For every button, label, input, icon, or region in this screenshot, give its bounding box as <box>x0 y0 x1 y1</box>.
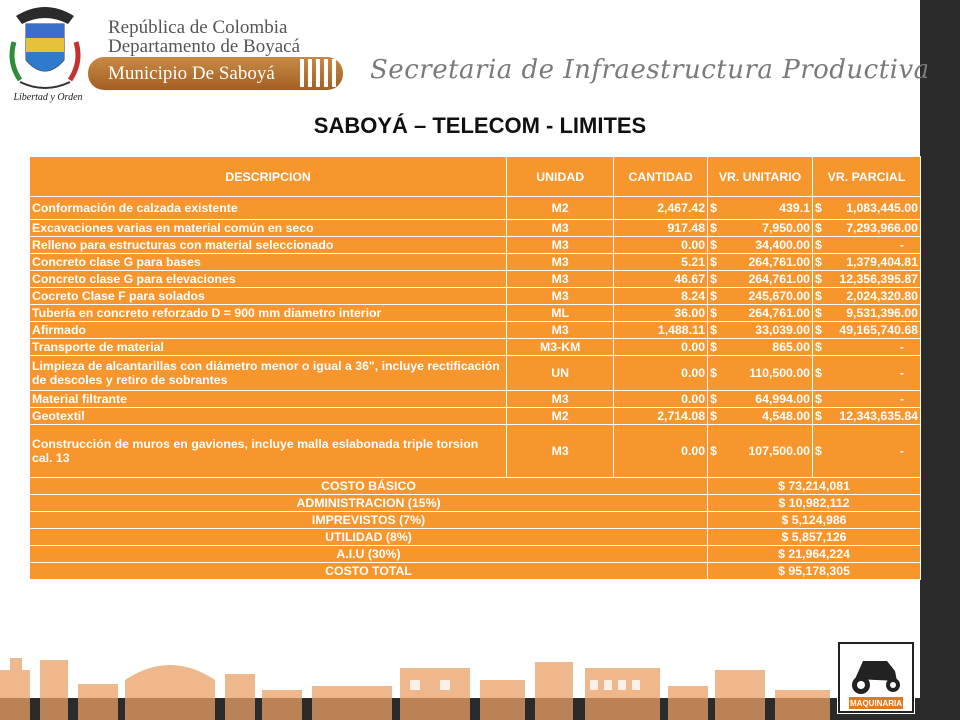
header-cantidad: CANTIDAD <box>614 157 708 197</box>
slide-shadow <box>920 0 960 720</box>
summary-value: $ 95,178,305 <box>708 563 921 580</box>
table-row <box>30 237 921 254</box>
cell-unidad: M3 <box>507 271 614 288</box>
cell-descripcion: Excavaciones varias en material común en seco <box>30 220 507 237</box>
currency-symbol: $ <box>710 392 717 406</box>
cell-cantidad: 0.00 <box>614 391 708 408</box>
cell-unidad: M2 <box>507 408 614 425</box>
cell-vr-parcial <box>813 356 921 391</box>
partial-value: 12,343,635.84 <box>839 409 918 423</box>
cell-vr-parcial <box>813 254 921 271</box>
summary-value: $ 21,964,224 <box>708 546 921 563</box>
currency-symbol: $ <box>815 306 822 320</box>
cell-unidad: M3 <box>507 425 614 478</box>
currency-symbol: $ <box>815 201 822 215</box>
summary-row <box>30 512 921 529</box>
cell-cantidad: 0.00 <box>614 425 708 478</box>
summary-row <box>30 563 921 580</box>
header-vr-unitario: VR. UNITARIO <box>708 157 813 197</box>
table-row <box>30 322 921 339</box>
table-row <box>30 254 921 271</box>
cell-descripcion: Concreto clase G para elevaciones <box>30 271 507 288</box>
cell-vr-unitario <box>708 305 813 322</box>
cell-vr-unitario <box>708 356 813 391</box>
partial-value: - <box>899 392 904 406</box>
currency-symbol: $ <box>710 289 717 303</box>
government-line-2: Departamento de Boyacá <box>108 36 301 57</box>
table-row <box>30 425 921 478</box>
unit-value: 4,548.00 <box>762 409 810 423</box>
currency-symbol: $ <box>815 221 822 235</box>
currency-symbol: $ <box>710 366 717 380</box>
cell-descripcion: Transporte de material <box>30 339 507 356</box>
table-header-row <box>30 157 921 197</box>
cell-vr-parcial <box>813 391 921 408</box>
partial-value: 2,024,320.80 <box>846 289 918 303</box>
cell-vr-unitario <box>708 237 813 254</box>
cell-unidad: M3 <box>507 220 614 237</box>
unit-value: 64,994.00 <box>755 392 810 406</box>
partial-value: 1,083,445.00 <box>846 201 918 215</box>
summary-row <box>30 529 921 546</box>
cell-vr-unitario <box>708 254 813 271</box>
partial-value: - <box>899 340 904 354</box>
crest-motto: Libertad y Orden <box>13 92 83 103</box>
partial-value: 7,293,966.00 <box>846 221 918 235</box>
municipality-name: Municipio De Saboyá <box>108 63 275 84</box>
cell-descripcion: Afirmado <box>30 322 507 339</box>
cell-cantidad: 36.00 <box>614 305 708 322</box>
cell-vr-unitario <box>708 408 813 425</box>
currency-symbol: $ <box>815 444 822 458</box>
summary-label: UTILIDAD (8%) <box>30 529 708 546</box>
summary-row <box>30 478 921 495</box>
currency-symbol: $ <box>710 272 717 286</box>
cell-vr-parcial <box>813 408 921 425</box>
cell-cantidad: 0.00 <box>614 237 708 254</box>
currency-symbol: $ <box>710 221 717 235</box>
partial-value: - <box>899 238 904 252</box>
currency-symbol: $ <box>815 255 822 269</box>
cell-vr-unitario <box>708 197 813 220</box>
cell-vr-parcial <box>813 339 921 356</box>
colombia-coat-of-arms-icon <box>6 2 84 106</box>
table-row <box>30 391 921 408</box>
partial-value: 9,531,396.00 <box>846 306 918 320</box>
unit-value: 107,500.00 <box>748 444 810 458</box>
table-row <box>30 288 921 305</box>
badge-stripes <box>300 59 340 92</box>
table-row <box>30 220 921 237</box>
secretaria-heading: Secretaria de Infraestructura Productiva <box>370 55 930 85</box>
unit-value: 33,039.00 <box>755 323 810 337</box>
cell-vr-parcial <box>813 220 921 237</box>
cell-descripcion: Material filtrante <box>30 391 507 408</box>
cell-cantidad: 5.21 <box>614 254 708 271</box>
partial-value: - <box>899 366 904 380</box>
cell-vr-parcial <box>813 237 921 254</box>
summary-label: COSTO BÁSICO <box>30 478 708 495</box>
header-unidad: UNIDAD <box>507 157 614 197</box>
unit-value: 245,670.00 <box>748 289 810 303</box>
cell-descripcion: Relleno para estructuras con material seleccionado <box>30 237 507 254</box>
summary-row <box>30 495 921 512</box>
cell-vr-parcial <box>813 322 921 339</box>
maquinaria-logo <box>837 641 915 714</box>
cell-unidad: ML <box>507 305 614 322</box>
cell-vr-parcial <box>813 305 921 322</box>
cell-unidad: M3 <box>507 237 614 254</box>
header-descripcion: DESCRIPCION <box>30 157 507 197</box>
currency-symbol: $ <box>815 323 822 337</box>
partial-value: 12,356,395.87 <box>839 272 918 286</box>
page-title: SABOYÁ – TELECOM - LIMITES <box>313 113 647 138</box>
unit-value: 264,761.00 <box>748 306 810 320</box>
currency-symbol: $ <box>710 340 717 354</box>
cell-cantidad: 2,467.42 <box>614 197 708 220</box>
tractor-icon <box>837 641 915 714</box>
summary-value: $ 5,857,126 <box>708 529 921 546</box>
cell-cantidad: 0.00 <box>614 356 708 391</box>
unit-value: 264,761.00 <box>748 272 810 286</box>
cell-cantidad: 917.48 <box>614 220 708 237</box>
government-line-1: República de Colombia <box>108 17 288 38</box>
currency-symbol: $ <box>710 323 717 337</box>
cell-descripcion: Construcción de muros en gaviones, incluye malla eslabonada triple torsion cal. 13 <box>30 425 507 478</box>
cell-cantidad: 46.67 <box>614 271 708 288</box>
cell-cantidad: 1,488.11 <box>614 322 708 339</box>
summary-label: ADMINISTRACION (15%) <box>30 495 708 512</box>
currency-symbol: $ <box>710 255 717 269</box>
currency-symbol: $ <box>815 289 822 303</box>
cell-vr-parcial <box>813 425 921 478</box>
cell-vr-unitario <box>708 322 813 339</box>
town-skyline-illustration <box>0 640 830 720</box>
cell-cantidad: 2,714.08 <box>614 408 708 425</box>
table-row <box>30 356 921 391</box>
budget-table <box>29 156 921 580</box>
cell-vr-parcial <box>813 271 921 288</box>
partial-value: 49,165,740.68 <box>839 323 918 337</box>
table-row <box>30 305 921 322</box>
cell-vr-unitario <box>708 220 813 237</box>
currency-symbol: $ <box>710 238 717 252</box>
unit-value: 865.00 <box>772 340 810 354</box>
cell-vr-unitario <box>708 425 813 478</box>
cell-descripcion: Conformación de calzada existente <box>30 197 507 220</box>
table-row <box>30 339 921 356</box>
summary-value: $ 10,982,112 <box>708 495 921 512</box>
cell-vr-unitario <box>708 339 813 356</box>
cell-unidad: M3 <box>507 391 614 408</box>
currency-symbol: $ <box>815 272 822 286</box>
maquinaria-label: MAQUINARIA <box>850 699 902 708</box>
cell-vr-parcial <box>813 197 921 220</box>
unit-value: 264,761.00 <box>748 255 810 269</box>
currency-symbol: $ <box>710 444 717 458</box>
currency-symbol: $ <box>815 238 822 252</box>
currency-symbol: $ <box>815 392 822 406</box>
currency-symbol: $ <box>710 306 717 320</box>
cell-descripcion: Tubería en concreto reforzado D = 900 mm diametro interior <box>30 305 507 322</box>
unit-value: 439.1 <box>779 201 810 215</box>
summary-value: $ 73,214,081 <box>708 478 921 495</box>
summary-label: A.I.U (30%) <box>30 546 708 563</box>
partial-value: - <box>899 444 904 458</box>
cell-descripcion: Cocreto Clase F para solados <box>30 288 507 305</box>
cell-vr-unitario <box>708 271 813 288</box>
summary-row <box>30 546 921 563</box>
cell-unidad: M3 <box>507 254 614 271</box>
cell-cantidad: 8.24 <box>614 288 708 305</box>
cell-vr-parcial <box>813 288 921 305</box>
unit-value: 110,500.00 <box>749 366 810 380</box>
unit-value: 7,950.00 <box>762 221 810 235</box>
table-row <box>30 408 921 425</box>
cell-vr-unitario <box>708 288 813 305</box>
cell-descripcion: Geotextil <box>30 408 507 425</box>
cell-unidad: M3 <box>507 288 614 305</box>
cell-unidad: M2 <box>507 197 614 220</box>
currency-symbol: $ <box>815 340 822 354</box>
cell-cantidad: 0.00 <box>614 339 708 356</box>
cell-descripcion: Concreto clase G para bases <box>30 254 507 271</box>
currency-symbol: $ <box>815 409 822 423</box>
cell-vr-unitario <box>708 391 813 408</box>
unit-value: 34,400.00 <box>755 238 810 252</box>
table-row <box>30 197 921 220</box>
currency-symbol: $ <box>710 201 717 215</box>
summary-label: IMPREVISTOS (7%) <box>30 512 708 529</box>
header-vr-parcial: VR. PARCIAL <box>813 157 921 197</box>
cell-unidad: UN <box>507 356 614 391</box>
cell-unidad: M3 <box>507 322 614 339</box>
partial-value: 1,379,404.81 <box>846 255 918 269</box>
summary-value: $ 5,124,986 <box>708 512 921 529</box>
currency-symbol: $ <box>815 366 822 380</box>
summary-label: COSTO TOTAL <box>30 563 708 580</box>
table-row <box>30 271 921 288</box>
cell-unidad: M3-KM <box>507 339 614 356</box>
currency-symbol: $ <box>710 409 717 423</box>
cell-descripcion: Limpieza de alcantarillas con diámetro menor o igual a 36", incluye rectificación de descoles y retiro de sobrantes <box>30 356 507 391</box>
